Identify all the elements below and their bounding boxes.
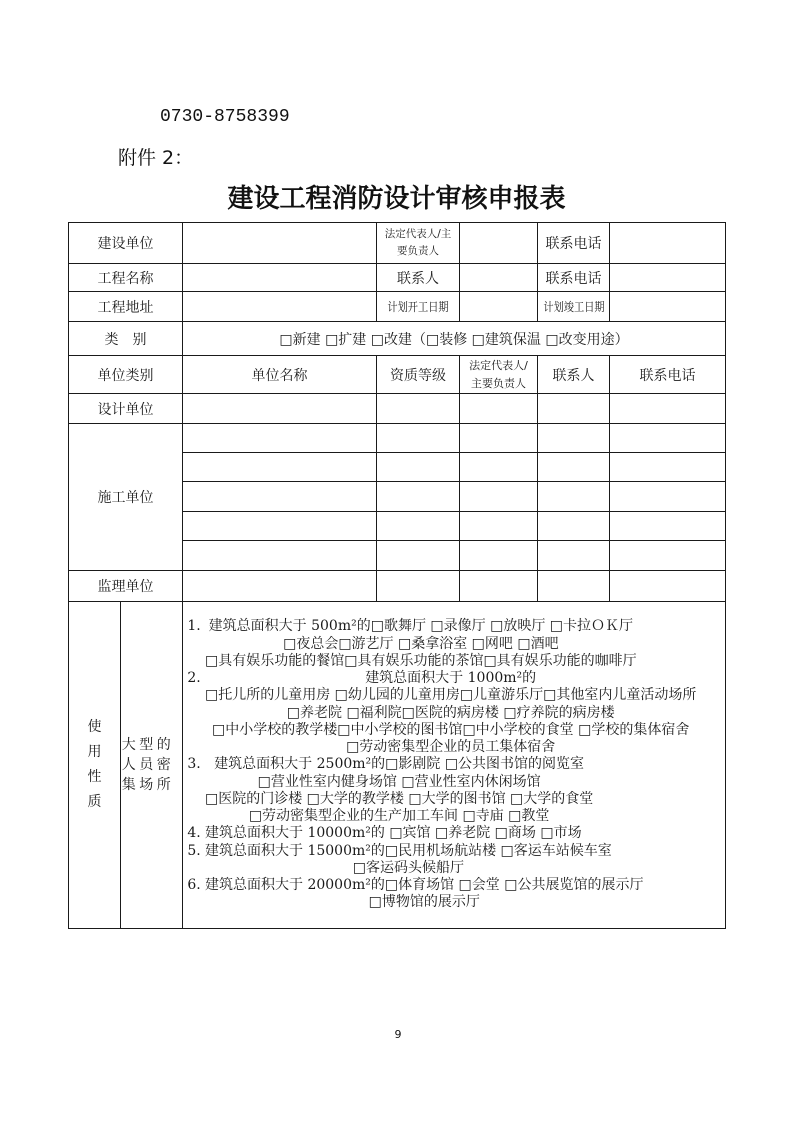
design-unit-qualification-cell bbox=[377, 394, 460, 424]
fire-design-review-form bbox=[68, 222, 726, 929]
design-unit-label: 设计单位 bbox=[69, 394, 183, 424]
supervision-unit-label: 监理单位 bbox=[69, 571, 183, 602]
list-item-line: □博物馆的展示厅 bbox=[368, 894, 480, 911]
unit-name-header: 单位名称 bbox=[183, 356, 377, 394]
builder-unit-qualification-cell bbox=[377, 453, 460, 482]
builder-unit-legal-rep-cell bbox=[460, 424, 538, 453]
planned-end-date-label-cell bbox=[538, 292, 610, 322]
list-item-line: □养老院 □福利院□医院的病房楼 □疗养院的病房楼 bbox=[286, 704, 615, 721]
builder-unit-qualification-cell bbox=[377, 424, 460, 453]
phone-header: 联系电话 bbox=[610, 356, 726, 394]
design-unit-contact-cell bbox=[538, 394, 610, 424]
builder-unit-label: 施工单位 bbox=[69, 424, 183, 571]
page-number: 9 bbox=[394, 1028, 402, 1041]
project-name-label: 工程名称 bbox=[69, 264, 183, 292]
supervision-unit-row bbox=[69, 571, 726, 602]
project-address-row bbox=[69, 292, 726, 322]
supervision-unit-legal-rep-cell bbox=[460, 571, 538, 602]
builder-unit-phone-cell bbox=[610, 482, 726, 512]
project-name-row bbox=[69, 264, 726, 292]
builder-unit-legal-rep-cell bbox=[460, 541, 538, 571]
usage-criteria-list bbox=[183, 602, 726, 929]
legal-representative-label-line-2: 要负责人 bbox=[397, 245, 439, 257]
builder-unit-phone-cell bbox=[610, 453, 726, 482]
builder-unit-contact-cell bbox=[538, 541, 610, 571]
builder-unit-legal-rep-cell bbox=[460, 482, 538, 512]
legal-representative-header-line-2: 主要负责人 bbox=[471, 376, 526, 390]
builder-unit-qualification-cell bbox=[377, 541, 460, 571]
builder-unit-qualification-cell bbox=[377, 512, 460, 541]
contact-header: 联系人 bbox=[538, 356, 610, 394]
planned-start-date-label-cell bbox=[377, 292, 460, 322]
supervision-unit-contact-cell bbox=[538, 571, 610, 602]
construction-unit-phone-label: 联系电话 bbox=[538, 223, 610, 264]
category-row bbox=[69, 322, 726, 356]
supervision-unit-qualification-cell bbox=[377, 571, 460, 602]
list-item-number: 4. bbox=[187, 825, 201, 842]
builder-unit-name-cell bbox=[183, 512, 377, 541]
usage-nature-label: 使用性质 bbox=[87, 719, 102, 810]
qualification-header: 资质等级 bbox=[377, 356, 460, 394]
list-item-line: 建筑总面积大于 500m²的□歌舞厅 □录像厅 □放映厅 □卡拉ＯＫ厅 bbox=[208, 618, 633, 635]
category-options: □新建 □扩建 □改建（□装修 □建筑保温 □改变用途） bbox=[183, 322, 726, 356]
list-item-line: 建筑总面积大于 1000m²的 bbox=[365, 670, 537, 687]
list-item-line: □托儿所的儿童用房 □幼儿园的儿童用房□儿童游乐厅□其他室内儿童活动场所 bbox=[205, 687, 697, 704]
project-address-value-cell bbox=[183, 292, 377, 322]
planned-start-date-value-cell bbox=[460, 292, 538, 322]
design-unit-name-cell bbox=[183, 394, 377, 424]
builder-unit-contact-cell bbox=[538, 482, 610, 512]
builder-unit-contact-cell bbox=[538, 512, 610, 541]
legal-representative-label bbox=[377, 223, 460, 264]
builder-unit-phone-cell bbox=[610, 424, 726, 453]
attachment-label: 附件 2： bbox=[118, 147, 194, 169]
construction-unit-value-cell bbox=[183, 223, 377, 264]
builder-unit-name-cell bbox=[183, 424, 377, 453]
builder-unit-phone-cell bbox=[610, 512, 726, 541]
builder-unit-row bbox=[69, 424, 726, 453]
list-item-line: □医院的门诊楼 □大学的教学楼 □大学的图书馆 □大学的食堂 bbox=[205, 790, 594, 807]
project-address-label: 工程地址 bbox=[69, 292, 183, 322]
list-item-line: □劳动密集型企业的员工集体宿舍 bbox=[346, 739, 556, 756]
list-item-line: 建筑总面积大于 10000m²的 □宾馆 □养老院 □商场 □市场 bbox=[205, 825, 582, 842]
project-phone-label: 联系电话 bbox=[538, 264, 610, 292]
list-item-line: 建筑总面积大于 15000m²的□民用机场航站楼 □客运车站候车室 bbox=[205, 842, 612, 859]
units-header-row bbox=[69, 356, 726, 394]
list-item-line: □具有娱乐功能的餐馆□具有娱乐功能的茶馆□具有娱乐功能的咖啡厅 bbox=[205, 652, 637, 669]
list-item-line: □夜总会□游艺厅 □桑拿浴室 □网吧 □酒吧 bbox=[283, 635, 559, 652]
list-item-line: □劳动密集型企业的生产加工车间 □寺庙 □教堂 bbox=[248, 808, 550, 825]
construction-unit-row bbox=[69, 223, 726, 264]
contact-person-value-cell bbox=[460, 264, 538, 292]
construction-unit-label: 建设单位 bbox=[69, 223, 183, 264]
builder-unit-legal-rep-cell bbox=[460, 453, 538, 482]
builder-unit-name-cell bbox=[183, 541, 377, 571]
legal-representative-value-cell bbox=[460, 223, 538, 264]
legal-representative-header bbox=[460, 356, 538, 394]
project-name-value-cell bbox=[183, 264, 377, 292]
list-item-number: 6. bbox=[187, 877, 201, 894]
legal-representative-header-line-1: 法定代表人/ bbox=[469, 358, 528, 372]
list-item-number: 5. bbox=[187, 842, 201, 859]
list-item-line: 建筑总面积大于 20000m²的□体育场馆 □会堂 □公共展览馆的展示厅 bbox=[205, 877, 644, 894]
usage-category-label: 大型的人员密集场所 bbox=[121, 737, 175, 793]
contact-person-label: 联系人 bbox=[377, 264, 460, 292]
usage-nature-row bbox=[69, 602, 726, 929]
page-title: 建设工程消防设计审核申报表 bbox=[227, 184, 566, 214]
planned-start-date-label: 计划开工日期 bbox=[387, 300, 449, 314]
list-item-number: 2. bbox=[187, 670, 201, 687]
list-item bbox=[183, 825, 725, 842]
list-item-line: □客运码头候船厅 bbox=[352, 859, 464, 876]
contact-phone-number: 0730-8758399 bbox=[160, 107, 290, 127]
builder-unit-phone-cell bbox=[610, 541, 726, 571]
builder-unit-contact-cell bbox=[538, 453, 610, 482]
list-item-line: □营业性室内健身场馆 □营业性室内休闲场馆 bbox=[257, 773, 541, 790]
unit-type-header: 单位类别 bbox=[69, 356, 183, 394]
builder-unit-name-cell bbox=[183, 453, 377, 482]
builder-unit-contact-cell bbox=[538, 424, 610, 453]
design-unit-row bbox=[69, 394, 726, 424]
list-item bbox=[183, 618, 725, 670]
builder-unit-name-cell bbox=[183, 482, 377, 512]
design-unit-phone-cell bbox=[610, 394, 726, 424]
usage-nature-label-cell bbox=[69, 602, 121, 929]
list-item bbox=[183, 877, 725, 912]
list-item-number: 1. bbox=[187, 618, 201, 635]
list-item bbox=[183, 843, 725, 878]
list-item-line: □中小学校的教学楼□中小学校的图书馆□中小学校的食堂 □学校的集体宿舍 bbox=[212, 721, 690, 738]
planned-end-date-label: 计划竣工日期 bbox=[543, 300, 605, 314]
project-phone-value-cell bbox=[610, 264, 726, 292]
list-item bbox=[183, 670, 725, 756]
category-label: 类 别 bbox=[69, 322, 183, 356]
list-item-line: 建筑总面积大于 2500m²的□影剧院 □公共图书馆的阅览室 bbox=[214, 756, 585, 773]
builder-unit-legal-rep-cell bbox=[460, 512, 538, 541]
legal-representative-label-line-1: 法定代表人/主 bbox=[384, 228, 452, 240]
supervision-unit-phone-cell bbox=[610, 571, 726, 602]
usage-category-cell bbox=[121, 602, 183, 929]
supervision-unit-name-cell bbox=[183, 571, 377, 602]
list-item-number: 3. bbox=[187, 756, 201, 773]
planned-end-date-value-cell bbox=[610, 292, 726, 322]
design-unit-legal-rep-cell bbox=[460, 394, 538, 424]
construction-unit-phone-value-cell bbox=[610, 223, 726, 264]
builder-unit-qualification-cell bbox=[377, 482, 460, 512]
list-item bbox=[183, 756, 725, 825]
